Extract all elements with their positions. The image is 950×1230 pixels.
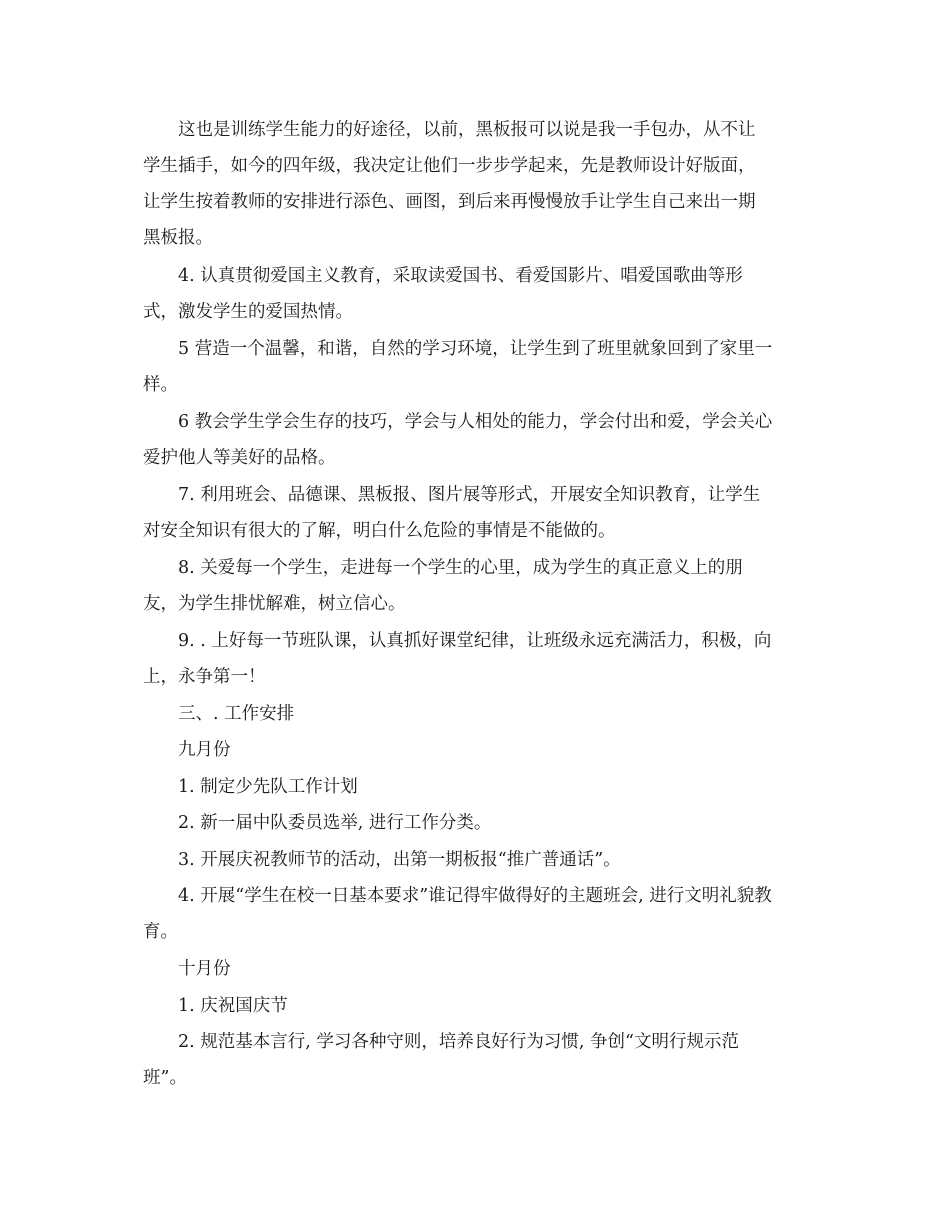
list-item-line: 1. 制定少先队工作计划: [178, 777, 358, 797]
list-item-line: 8. 关爱每一个学生，走进每一个学生的心里，成为学生的真正意义上的朋: [178, 558, 743, 578]
paragraph-line: 黑板报。: [143, 228, 213, 248]
list-item-line: 4. 认真贯彻爱国主义教育，采取读爱国书、看爱国影片、唱爱国歌曲等形: [178, 266, 743, 286]
list-item-line: 样。: [143, 375, 178, 395]
paragraph-line: 让学生按着教师的安排进行添色、画图，到后来再慢慢放手让学生自己来出一期: [143, 192, 756, 212]
list-item-line: 对安全知识有很大的了解，明白什么危险的事情是不能做的。: [143, 521, 616, 541]
list-item-line: 班”。: [143, 1068, 187, 1088]
month-heading: 十月份: [178, 959, 231, 979]
section-heading: 三、. 工作安排: [178, 704, 295, 724]
list-item-line: 上，永争第一！: [143, 667, 266, 687]
list-item-line: 式，激发学生的爱国热情。: [143, 302, 353, 322]
list-item-line: 1. 庆祝国庆节: [178, 996, 288, 1016]
list-item-line: 爱护他人等美好的品格。: [143, 448, 336, 468]
list-item-line: 3. 开展庆祝教师节的活动，出第一期板报“推广普通话”。: [178, 850, 621, 870]
list-item-line: 5 营造一个温馨，和谐，自然的学习环境，让学生到了班里就象回到了家里一: [178, 339, 773, 359]
list-item-line: 2. 新一届中队委员选举, 进行工作分类。: [178, 813, 492, 833]
list-item-line: 4. 开展“学生在校一日基本要求”谁记得牢做得好的主题班会, 进行文明礼貌教: [178, 886, 772, 906]
paragraph-line: 这也是训练学生能力的好途径，以前，黑板报可以说是我一手包办，从不让: [178, 120, 756, 140]
list-item-line: 7. 利用班会、品德课、黑板报、图片展等形式，开展安全知识教育，让学生: [178, 485, 761, 505]
list-item-line: 9. . 上好每一节班队课，认真抓好课堂纪律，让班级永远充满活力，积极，向: [178, 631, 772, 651]
list-item-line: 2. 规范基本言行, 学习各种守则，培养良好行为习惯, 争创“文明行规示范: [178, 1032, 739, 1052]
list-item-line: 育。: [143, 922, 178, 942]
paragraph-line: 学生插手，如今的四年级，我决定让他们一步步学起来，先是教师设计好版面，: [143, 156, 756, 176]
list-item-line: 友，为学生排忧解难，树立信心。: [143, 594, 406, 614]
list-item-line: 6 教会学生学会生存的技巧，学会与人相处的能力，学会付出和爱，学会关心: [178, 412, 773, 432]
month-heading: 九月份: [178, 740, 231, 760]
